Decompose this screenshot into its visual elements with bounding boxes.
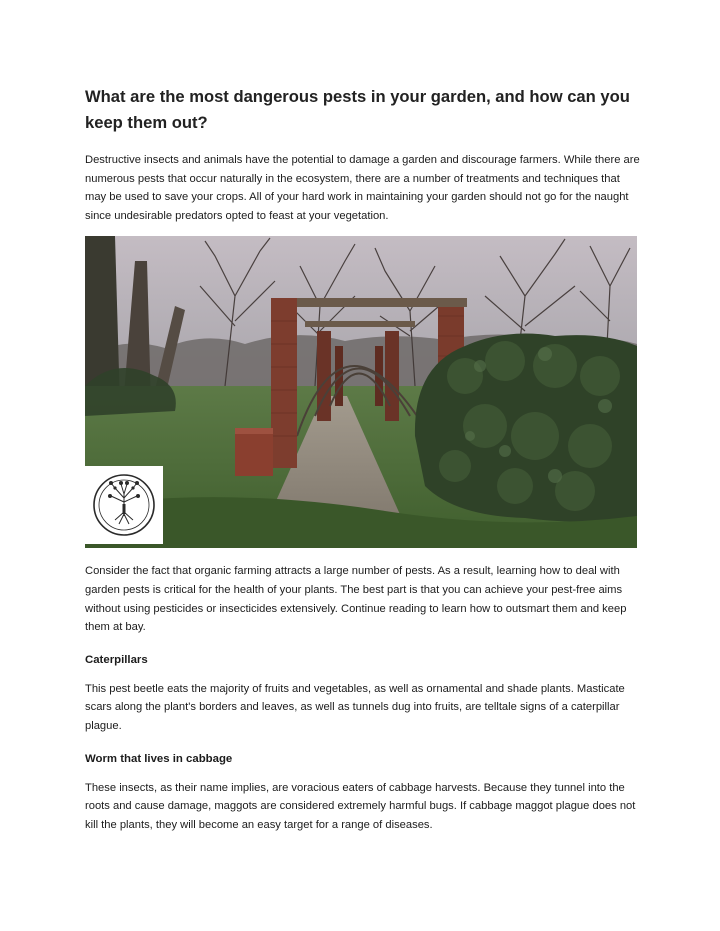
article [85,84,640,834]
section-heading-cabbage-worm: Worm that lives in cabbage [85,752,233,765]
section-body-cabbage-worm: These insects, as their name implies, are voracious eaters of cabbage harvests. Because they tunnel into the roots and cause damage, maggots are considered extremely harmful bugs. If cabbage maggot plague does not kill the plants, they will become an easy target for a range of diseases. [85,781,636,831]
after-image-paragraph: Consider the fact that organic farming attracts a large number of pests. As a result, learning how to deal with garden pests is critical for the health of your plants. The best part is that you can achieve your pest-free aims without using pesticides or insecticides extensively. Continue reading to learn how to outsmart them and keep them at bay. [85,565,627,634]
section-body-caterpillars: This pest beetle eats the majority of fruits and vegetables, as well as ornamental and shade plants. Masticate scars along the plant's borders and leaves, as well as tunnels dug into fruits, are telltale signs of a caterpillar plague. [85,682,625,732]
garden-photo-illustration [85,236,637,548]
tree-of-life-icon [85,466,163,544]
watermark-logo [85,466,163,544]
intro-paragraph: Destructive insects and animals have the potential to damage a garden and discourage farmers. While there are numerous pests that occur naturally in the ecosystem, there are a number of treatments and techniques that may be used to save your crops. All of your hard work in maintaining your garden should not go for the naught since undesirable predators opted to feast at your vegetation. [85,154,640,222]
section-heading-caterpillars: Caterpillars [85,653,148,666]
garden-photo [85,236,637,548]
article-title: What are the most dangerous pests in your garden, and how can you keep them out? [85,87,630,132]
